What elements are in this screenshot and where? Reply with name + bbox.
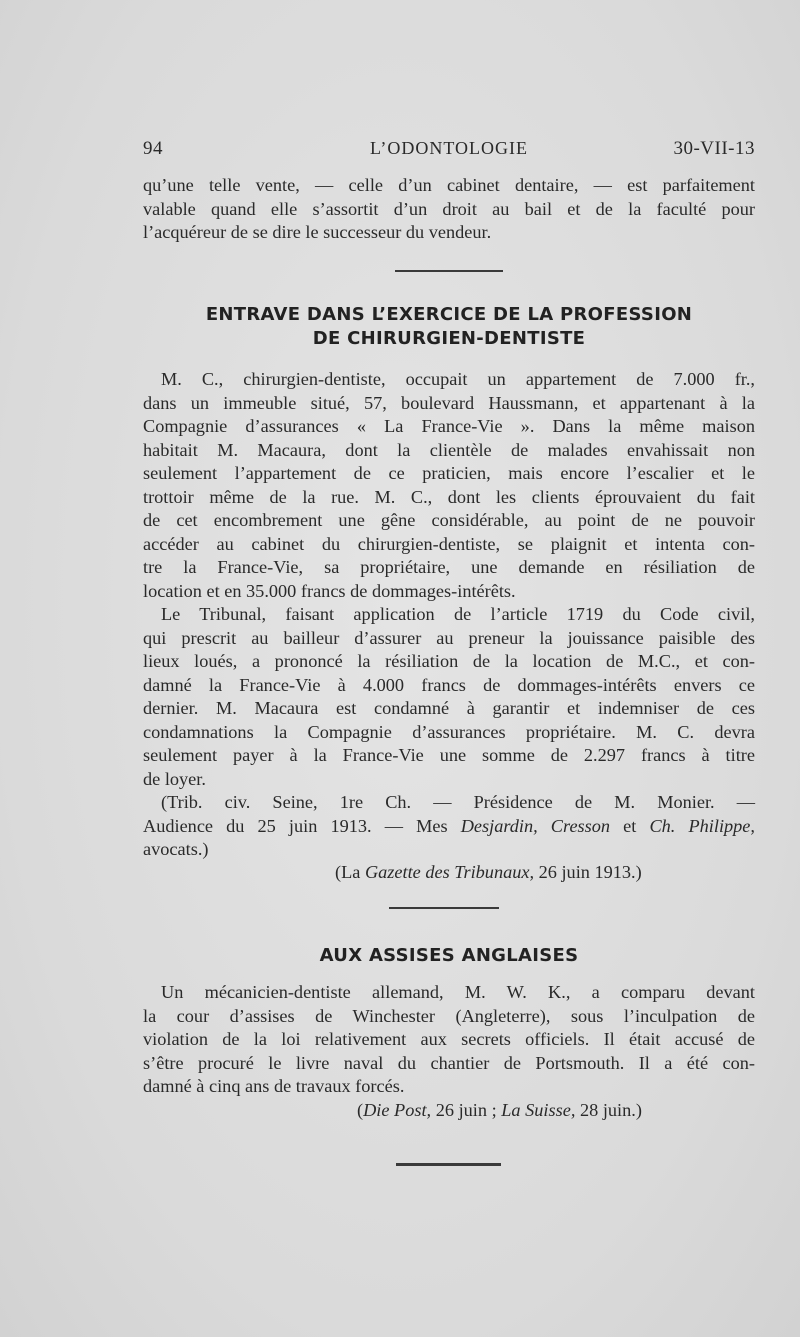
journal-title: L’ODONTOLOGIE	[370, 138, 528, 158]
text-fragment-italic: Die Post,	[363, 1100, 432, 1120]
section-divider	[395, 270, 503, 272]
text-fragment: (La	[335, 862, 365, 882]
text-line: Un mécanicien-dentiste allemand, M. W. K., a comparu devant	[161, 982, 755, 1002]
text-fragment-italic: Ch. Philippe,	[649, 815, 755, 836]
text-line: la cour d’assises de Winchester (Angleterre), sous l’inculpation de	[143, 1005, 755, 1026]
text-line: damné la France-Vie à 4.000 francs de dommages-intérêts envers ce	[143, 674, 755, 695]
citation-die-post	[357, 1099, 642, 1123]
text-line: dernier. M. Macaura est condamné à garantir et indemniser de ces	[143, 698, 755, 718]
text-line: s’être procuré le livre naval du chantier de Portsmouth. Il a été con-	[143, 1052, 755, 1073]
citation-gazette	[335, 861, 642, 885]
section-title-line: ENTRAVE DANS L’EXERCICE DE LA PROFESSION	[205, 304, 693, 325]
section-title-line: DE CHIRURGIEN-DENTISTE	[312, 328, 586, 349]
section-title-line: AUX ASSISES ANGLAISES	[319, 945, 579, 966]
text-fragment-italic: La Suisse,	[501, 1100, 576, 1120]
section1-court-reference	[143, 791, 755, 862]
text-line: violation de la loi relativement aux secrets officiels. Il était accusé de	[143, 1029, 755, 1049]
text-line: damné à cinq ans de travaux forcés.	[143, 1076, 405, 1096]
section-divider	[389, 907, 499, 909]
text-line: seulement l’appartement de ce praticien, mais encore l’escalier et le	[143, 463, 755, 483]
text-line: de cet encombrement une gêne considérable, au point de ne pouvoir	[143, 510, 755, 530]
text-line: valable quand elle s’assortit d’un droit au bail et de la faculté pour	[143, 198, 755, 219]
text-fragment: 28 juin.)	[575, 1100, 642, 1120]
text-line: dans un immeuble situé, 57, boulevard Haussmann, et appartenant à la	[143, 392, 755, 413]
text-line: Le Tribunal, faisant application de l’article 1719 du Code civil,	[161, 604, 755, 624]
text-line: condamnations la Compagnie d’assurances propriétaire. M. C. devra	[143, 721, 755, 742]
text-fragment: et	[610, 815, 650, 836]
text-line: lieux loués, a prononcé la résiliation de la location de M.C., et con-	[143, 651, 755, 671]
section2-paragraph	[143, 981, 755, 1099]
section1-paragraph-2	[143, 603, 755, 791]
section1-paragraph-1	[143, 368, 755, 603]
text-line: habitait M. Macaura, dont la clientèle de malades envahissait non	[143, 439, 755, 460]
text-line: tre la France-Vie, sa propriétaire, une demande en résiliation de	[143, 557, 755, 577]
page-number: 94	[143, 138, 163, 159]
intro-paragraph	[143, 174, 755, 245]
text-fragment-italic: Gazette des Tribunaux,	[364, 862, 535, 882]
text-line	[143, 815, 755, 839]
text-line: de loyer.	[143, 768, 206, 789]
text-fragment: 26 juin ;	[431, 1100, 502, 1120]
issue-date: 30-VII-13	[673, 138, 755, 159]
text-line: qui prescrit au bailleur d’assurer au preneur la jouissance paisible des	[143, 627, 755, 648]
text-line: avocats.)	[143, 839, 209, 859]
text-line: Compagnie d’assurances « La France-Vie ». Dans la même maison	[143, 416, 755, 436]
running-header	[143, 138, 755, 164]
section-title-entrave	[143, 303, 755, 351]
end-divider	[396, 1163, 501, 1166]
text-line: trottoir même de la rue. M. C., dont les clients éprouvaient du fait	[143, 486, 755, 507]
text-line: accéder au cabinet du chirurgien-dentiste, se plaignit et intenta con-	[143, 533, 755, 554]
text-line: location et en 35.000 francs de dommages-intérêts.	[143, 580, 516, 601]
text-fragment: (	[357, 1100, 364, 1120]
text-fragment: 26 juin 1913.)	[534, 862, 642, 882]
text-line: M. C., chirurgien-dentiste, occupait un appartement de 7.000 fr.,	[161, 369, 755, 389]
text-line: (Trib. civ. Seine, 1re Ch. — Présidence de M. Monier. —	[161, 792, 755, 812]
text-fragment: Audience du 25 juin 1913. — Mes	[143, 815, 461, 836]
text-line: qu’une telle vente, — celle d’un cabinet dentaire, — est parfaitement	[143, 175, 755, 195]
text-fragment-italic: Desjardin, Cresson	[460, 815, 611, 836]
text-line: l’acquéreur de se dire le successeur du vendeur.	[143, 222, 492, 242]
section-title-assises	[143, 944, 755, 968]
text-line: seulement payer à la France-Vie une somme de 2.297 francs à titre	[143, 745, 755, 765]
